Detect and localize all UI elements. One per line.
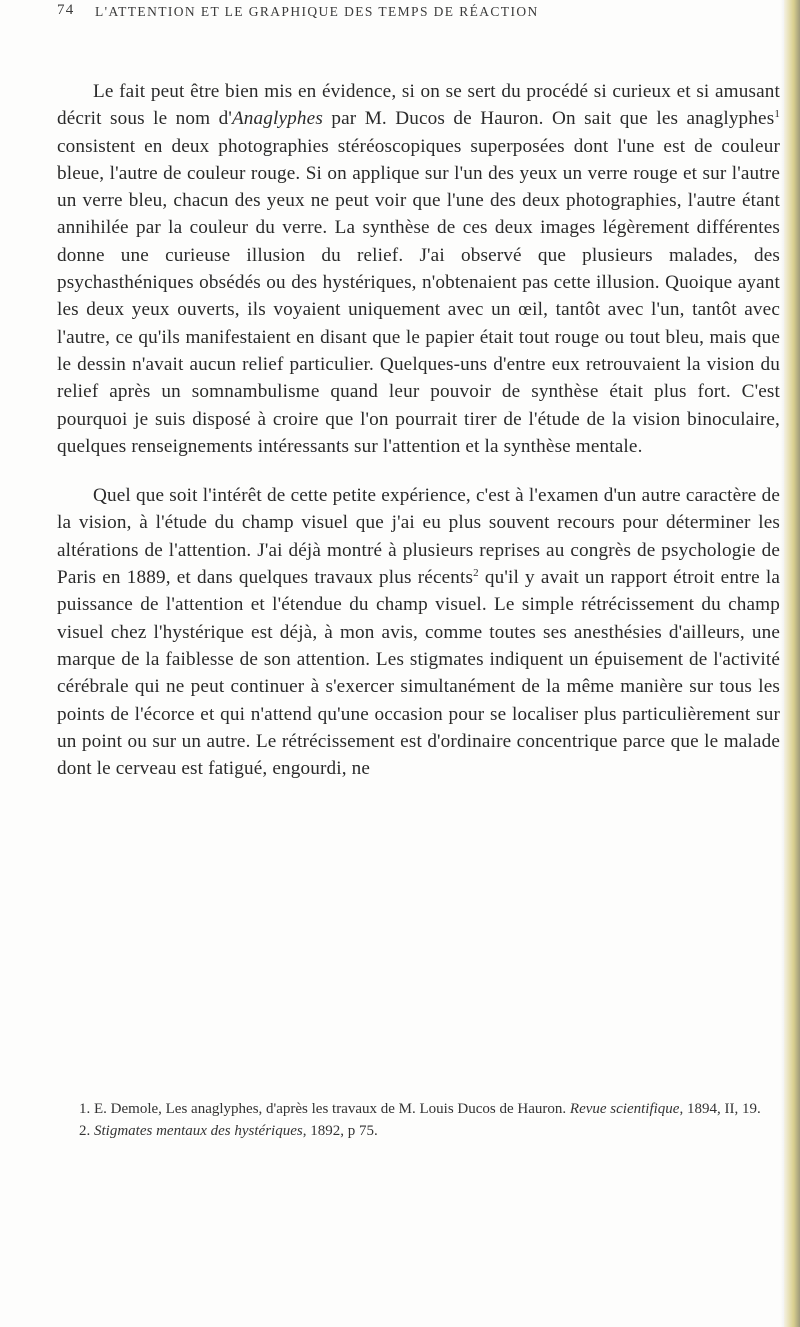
- running-title: L'ATTENTION ET LE GRAPHIQUE DES TEMPS DE RÉACTION: [95, 4, 539, 19]
- book-spine-edge: [784, 0, 800, 1327]
- footnotes: [57, 1098, 780, 1142]
- footnote-text: , 1892, p 75.: [302, 1123, 378, 1139]
- footnote-ref: 1: [774, 108, 780, 121]
- text-run: par M. Ducos de Hauron. On sait que les anaglyphes: [322, 108, 775, 130]
- footnote-text: 2.: [79, 1123, 94, 1139]
- italic-term: Anaglyphes: [231, 108, 323, 130]
- page-number: 74: [57, 2, 75, 18]
- footnote-ref: 2: [473, 567, 479, 580]
- footnote-text: 1. E. Demole, Les anaglyphes, d'après les travaux de M. Louis Ducos de Hauron.: [79, 1101, 570, 1117]
- body-text: [57, 78, 780, 782]
- text-run: Le fait peut être bien mis en évidence, si on se sert du procédé si curieux et si amusant décrit sous le nom d': [57, 81, 780, 130]
- footnote-italic: Stigmates mentaux des hystériques: [94, 1123, 303, 1139]
- footnote: [57, 1120, 780, 1142]
- text-run: consistent en deux photographies stéréoscopiques superposées dont l'une est de couleur bleue, l'autre de couleur rouge. Si on applique sur l'un des yeux un verre rouge et sur l'autre un verre bleu, chacun des yeux ne peut voir que l'une des deux photographies, l'autre étant annihilée par la couleur du verre. La synthèse de ces deux images légèrement différentes donne une curieuse illusion du relief. J'ai observé que plusieurs malades, des psychasthéniques obsédés ou des hystériques, n'obtenaient pas cette illusion. Quoique ayant les deux yeux ouverts, ils voyaient uniquement avec un œil, tantôt avec l'un, tantôt avec l'autre, ce qu'ils manifestaient en disant que le papier était tout rouge ou tout bleu, mais que le dessin n'avait aucun relief particulier. Quelques-uns d'entre eux retrouvaient la vision du relief après un somnambulisme quand leur pouvoir de synthèse était plus fort. C'est pourquoi je suis disposé à croire que l'on pourrait tirer de l'étude de la vision binoculaire, quelques renseignements intéressants sur l'attention et la synthèse mentale.: [57, 135, 780, 457]
- text-run: qu'il y avait un rapport étroit entre la puissance de l'attention et l'étendue du champ visuel. Le simple rétrécissement du champ visuel chez l'hystérique est déjà, à mon avis, comme toutes ses anesthésies d'ailleurs, une marque de la faiblesse de son attention. Les stigmates indiquent un épuisement de l'activité cérébrale qui ne peut continuer à s'exercer simultanément de la même manière sur tous les points de l'écorce et qui n'attend qu'une occasion pour se localiser plus particulièrement sur un point ou sur un autre. Le rétrécissement est d'ordinaire concentrique parce que le malade dont le cerveau est fatigué, engourdi, ne: [57, 567, 780, 780]
- footnote: [57, 1098, 780, 1120]
- footnote-italic: Revue scientifique: [569, 1101, 680, 1117]
- footnote-text: , 1894, II, 19.: [679, 1101, 761, 1117]
- paragraph: [57, 482, 780, 782]
- text-run: Quel que soit l'intérêt de cette petite expérience, c'est à l'examen d'un autre caractère de la vision, à l'étude du champ visuel que j'ai eu plus souvent recours pour déterminer les altérations de l'attention. J'ai déjà montré à plusieurs reprises au congrès de psychologie de Paris en 1889, et dans quelques travaux plus récents: [57, 485, 780, 589]
- paragraph: [57, 78, 780, 460]
- running-head: [57, 2, 780, 24]
